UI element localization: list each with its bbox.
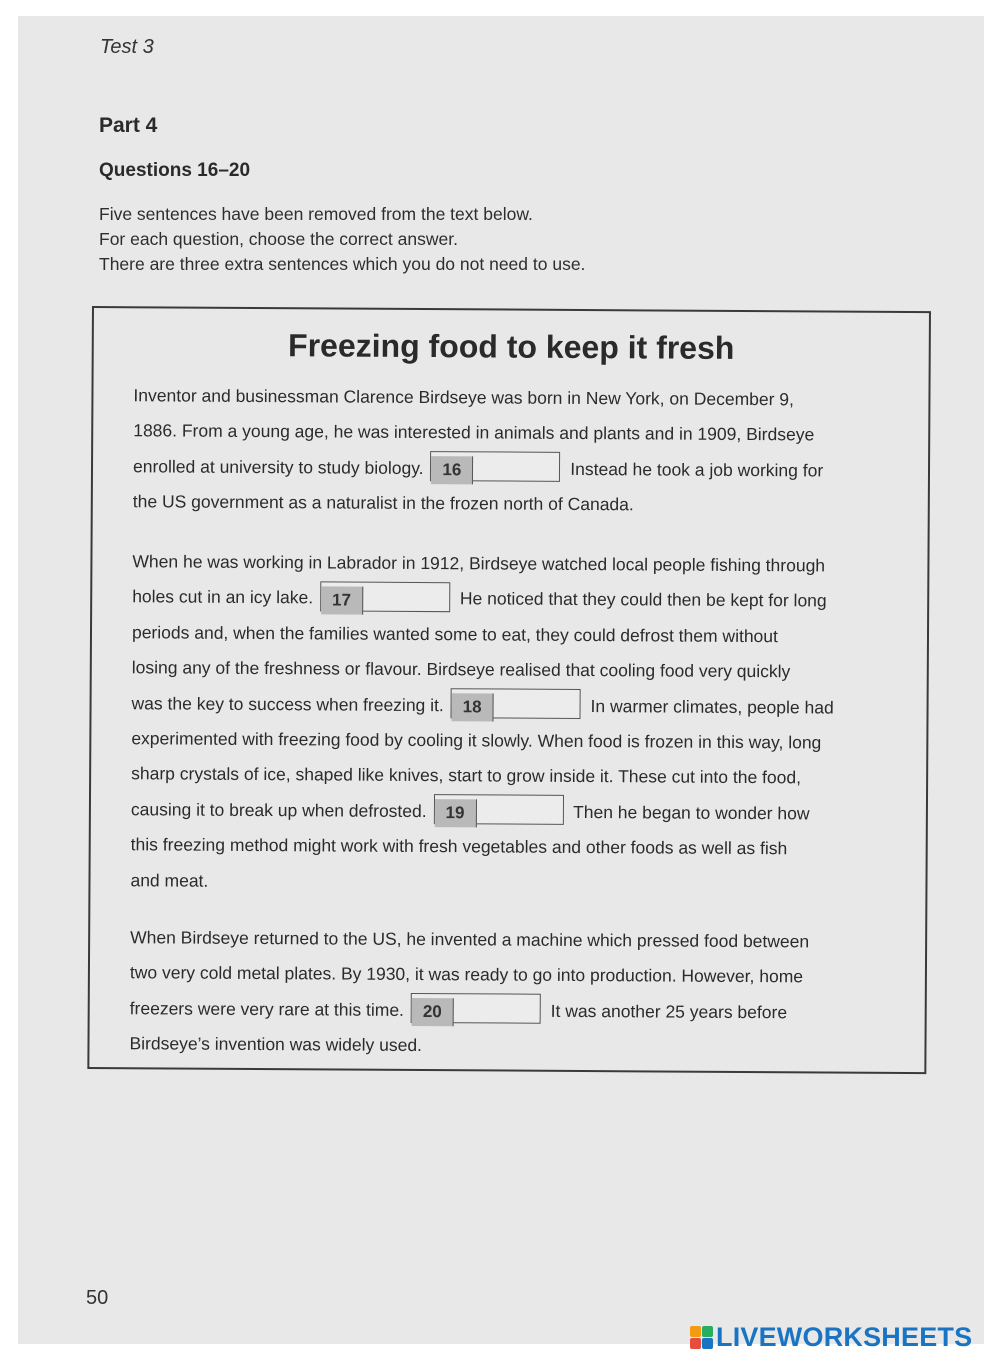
- text-line: and meat.: [130, 869, 209, 891]
- text-line: freezers were very rare at this time.: [129, 998, 405, 1020]
- text-line: was the key to success when freezing it.: [131, 692, 444, 715]
- gap-number: 17: [321, 586, 363, 614]
- page-number: 50: [86, 1287, 109, 1309]
- text-line: Instead he took a job working for: [570, 458, 824, 481]
- text-line: Inventor and businessman Clarence Birdseye was born in New York, on December 9,: [133, 385, 795, 410]
- text-line: In warmer climates, people had: [590, 695, 834, 718]
- paragraph-1: [133, 378, 924, 524]
- text-line: holes cut in an icy lake.: [132, 586, 314, 608]
- brand-text: LIVEWORKSHEETS: [716, 1322, 973, 1352]
- text-line: Birdseye’s invention was widely used.: [129, 1033, 423, 1056]
- text-line: Then he began to wonder how: [573, 801, 810, 824]
- gap-number: 20: [412, 998, 454, 1026]
- text-line: losing any of the freshness or flavour. Birdseye realised that cooling food very quickly: [131, 657, 791, 682]
- text-line: He noticed that they could then be kept for long: [459, 588, 827, 611]
- gap-number: 18: [452, 693, 494, 721]
- text-line: two very cold metal plates. By 1930, it was ready to go into production. However, home: [129, 962, 804, 987]
- questions-title: Questions 16–20: [99, 160, 251, 181]
- gap-number: 19: [434, 799, 476, 827]
- answer-gap-16[interactable]: [430, 451, 560, 482]
- article-box: [87, 306, 931, 1074]
- instruction-line: Five sentences have been removed from the text below.: [99, 204, 533, 224]
- answer-gap-17[interactable]: [320, 581, 450, 612]
- article-title: Freezing food to keep it fresh: [288, 327, 735, 366]
- instruction-line: There are three extra sentences which you do not need to use.: [99, 254, 586, 274]
- text-line: this freezing method might work with fresh vegetables and other foods as well as fish: [130, 834, 788, 859]
- gap-number: 16: [431, 456, 473, 484]
- part-title: Part 4: [99, 114, 158, 137]
- text-line: experimented with freezing food by cooling it slowly. When food is frozen in this way, long: [131, 728, 822, 753]
- text-line: causing it to break up when defrosted.: [130, 798, 427, 821]
- text-line: the US government as a naturalist in the frozen north of Canada.: [132, 491, 634, 515]
- liveworksheets-icon: [690, 1326, 713, 1349]
- answer-gap-19[interactable]: [433, 794, 563, 825]
- text-line: It was another 25 years before: [550, 1000, 788, 1023]
- instruction-line: For each question, choose the correct answer.: [99, 229, 458, 249]
- answer-gap-18[interactable]: [451, 688, 581, 719]
- running-head: Test 3: [100, 36, 154, 58]
- text-line: sharp crystals of ice, shaped like knives, start to grow inside it. These cut into the food,: [131, 763, 802, 788]
- instructions: [99, 202, 585, 277]
- paragraph-2: [130, 544, 922, 903]
- liveworksheets-logo[interactable]: [690, 1322, 972, 1353]
- text-line: periods and, when the families wanted some to eat, they could defrost them without: [131, 622, 778, 646]
- text-line: 1886. From a young age, he was interested in animals and plants and in 1909, Birdseye: [133, 420, 815, 445]
- paragraph-3: [129, 920, 920, 1066]
- text-line: When he was working in Labrador in 1912, Birdseye watched local people fishing through: [132, 551, 826, 576]
- answer-gap-20[interactable]: [411, 993, 541, 1024]
- text-line: enrolled at university to study biology.: [132, 456, 424, 478]
- text-line: When Birdseye returned to the US, he invented a machine which pressed food between: [130, 927, 810, 952]
